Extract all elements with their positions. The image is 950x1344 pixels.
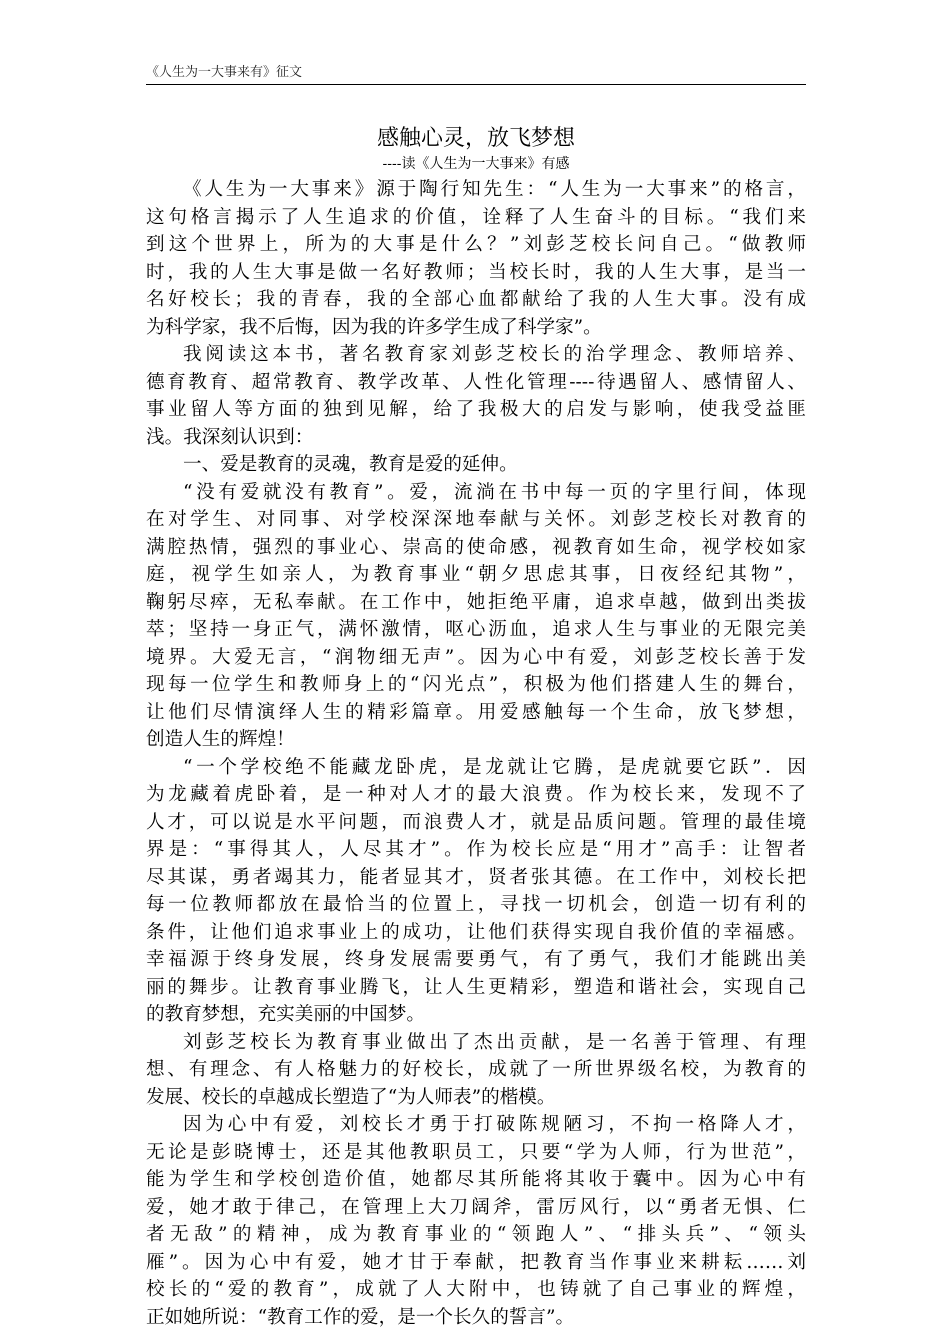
text-line: 境界。大爱无言，“润物细无声”。因为心中有爱，刘彭芝校长善于发 bbox=[146, 646, 806, 668]
text-line: 刘彭芝校长为教育事业做出了杰出贡献，是一名善于管理、有理 bbox=[183, 1031, 806, 1053]
text-line: 这句格言揭示了人生追求的价值，诠释了人生奋斗的目标。“我们来 bbox=[146, 206, 806, 228]
text-line: 尽其谋，勇者竭其力，能者显其才，贤者张其德。在工作中，刘校长把 bbox=[146, 866, 806, 888]
header-divider bbox=[146, 84, 806, 85]
text-line: 创造人生的辉煌！ bbox=[146, 729, 295, 750]
text-line: 现每一位学生和教师身上的“闪光点”，积极为他们搭建人生的舞台， bbox=[146, 674, 806, 695]
text-line: 德育教育、超常教育、教学改革、人性化管理----待遇留人、感情留人、 bbox=[146, 371, 806, 393]
text-line: 到这个世界上，所为的大事是什么？”刘彭芝校长问自己。“做教师 bbox=[146, 234, 806, 255]
text-line: 《人生为一大事来》源于陶行知先生：“人生为一大事来”的格言， bbox=[183, 179, 806, 200]
text-line: “没有爱就没有教育”。爱，流淌在书中每一页的字里行间，体现 bbox=[183, 481, 806, 503]
text-line: 浅。我深刻认识到： bbox=[146, 426, 314, 448]
text-line: 时，我的人生大事是做一名好教师；当校长时，我的人生大事，是当一 bbox=[146, 261, 806, 283]
text-line: 想、有理念、有人格魅力的好校长，成就了一所世界级名校，为教育的 bbox=[146, 1059, 806, 1080]
text-line: 校长的“爱的教育”，成就了人大附中，也铸就了自己事业的辉煌， bbox=[146, 1279, 806, 1300]
text-line: 满腔热情，强烈的事业心、崇高的使命感，视教育如生命，视学校如家 bbox=[146, 536, 806, 558]
text-line: 发展、校长的卓越成长塑造了“为人师表”的楷模。 bbox=[146, 1086, 556, 1108]
text-line: 能为学生和学校创造价值，她都尽其所能将其收于囊中。因为心中有 bbox=[146, 1169, 806, 1190]
text-line: 事业留人等方面的独到见解，给了我极大的启发与影响，使我受益匪 bbox=[146, 399, 806, 420]
text-line: 的教育梦想，充实美丽的中国梦。 bbox=[146, 1004, 425, 1025]
text-line: 条件，让他们追求事业上的成功，让他们获得实现自我价值的幸福感。 bbox=[146, 921, 806, 943]
article-body bbox=[146, 176, 806, 1331]
text-line: 在对学生、对同事、对学校深深地奉献与关怀。刘彭芝校长对教育的 bbox=[146, 509, 806, 530]
text-line: 因为心中有爱，刘校长才勇于打破陈规陋习，不拘一格降人才， bbox=[183, 1114, 806, 1135]
text-line: 丽的舞步。让教育事业腾飞，让人生更精彩，塑造和谐社会，实现自己 bbox=[146, 976, 806, 998]
text-line: 人才，可以说是水平问题，而浪费人才，就是品质问题。管理的最佳境 bbox=[146, 811, 806, 833]
text-line: 为龙藏着虎卧着，是一种对人才的最大浪费。作为校长来，发现不了 bbox=[146, 784, 806, 805]
text-line: 幸福源于终身发展，终身发展需要勇气，有了勇气，我们才能跳出美 bbox=[146, 949, 806, 970]
running-header: 《人生为一大事来有》征文 bbox=[146, 65, 303, 80]
text-line: “一个学校绝不能藏龙卧虎，是龙就让它腾，是虎就要它跃”．因 bbox=[183, 756, 806, 778]
text-line: 雁”。因为心中有爱，她才甘于奉献，把教育当作事业来耕耘……刘 bbox=[146, 1251, 806, 1273]
text-line: 每一位教师都放在最恰当的位置上，寻找一切机会，创造一切有利的 bbox=[146, 894, 806, 915]
text-line: 鞠躬尽瘁，无私奉献。在工作中，她拒绝平庸，追求卓越，做到出类拔 bbox=[146, 591, 806, 613]
article-subtitle: ----读《人生为一大事来》有感 bbox=[382, 156, 570, 172]
text-line: 者无敌”的精神，成为教育事业的“领跑人”、“排头兵”、“领头 bbox=[146, 1224, 806, 1245]
text-line: 正如她所说：“教育工作的爱，是一个长久的誓言”。 bbox=[146, 1306, 575, 1328]
text-line: 让他们尽情演绎人生的精彩篇章。用爱感触每一个生命，放飞梦想， bbox=[146, 701, 806, 723]
text-line: 为科学家，我不后悔，因为我的许多学生成了科学家”。 bbox=[146, 316, 602, 338]
text-line: 我阅读这本书，著名教育家刘彭芝校长的治学理念、教师培养、 bbox=[183, 344, 806, 365]
text-line: 庭，视学生如亲人，为教育事业“朝夕思虑其事，日夜经纪其物”， bbox=[146, 564, 806, 585]
text-line: 无论是彭晓博士，还是其他教职员工，只要“学为人师，行为世范”， bbox=[146, 1141, 806, 1163]
text-line: 爱，她才敢于律己，在管理上大刀阔斧，雷厉风行，以“勇者无惧、仁 bbox=[146, 1196, 806, 1218]
article-title: 感触心灵，放飞梦想 bbox=[376, 126, 575, 151]
text-line: 界是：“事得其人，人尽其才”。作为校长应是“用才”高手：让智者 bbox=[146, 839, 806, 860]
text-line: 名好校长；我的青春，我的全部心血都献给了我的人生大事。没有成 bbox=[146, 289, 806, 310]
text-line: 萃；坚持一身正气，满怀激情，呕心沥血，追求人生与事业的无限完美 bbox=[146, 619, 806, 640]
section-heading: 一、爱是教育的灵魂，教育是爱的延伸。 bbox=[183, 454, 518, 475]
